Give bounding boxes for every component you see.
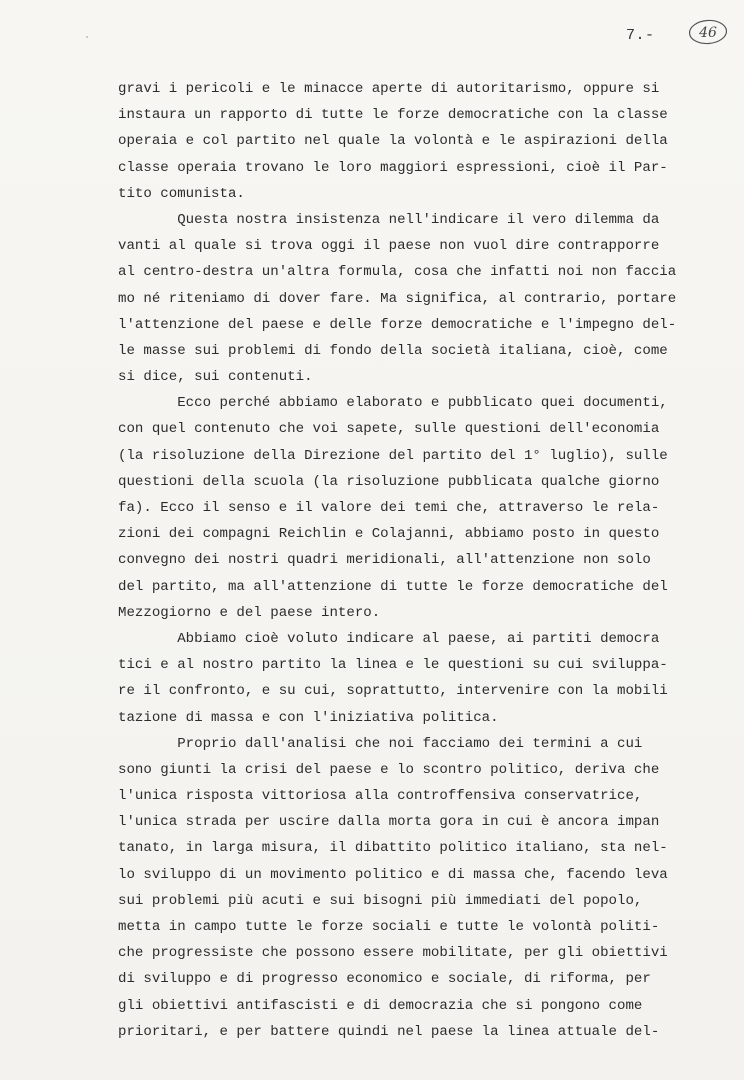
- text-line: le masse sui problemi di fondo della società italiana, cioè, come: [118, 342, 668, 359]
- text-line: re il confronto, e su cui, soprattutto, intervenire con la mobili: [118, 683, 668, 700]
- text-line: Questa nostra insistenza nell'indicare il vero dilemma da: [118, 211, 660, 228]
- text-line: sui problemi più acuti e sui bisogni più immediati del popolo,: [118, 892, 643, 909]
- text-line: vanti al quale si trova oggi il paese non vuol dire contrapporre: [118, 238, 660, 255]
- text-line: lo sviluppo di un movimento politico e di massa che, facendo leva: [118, 866, 668, 883]
- text-line: tanato, in larga misura, il dibattito politico italiano, sta nel-: [118, 840, 668, 857]
- text-line: al centro-destra un'altra formula, cosa che infatti noi non faccia: [118, 264, 677, 281]
- text-line: Proprio dall'analisi che noi facciamo dei termini a cui: [118, 735, 643, 752]
- text-line: l'unica strada per uscire dalla morta gora in cui è ancora impan: [118, 814, 660, 831]
- text-line: sono giunti la crisi del paese e lo scontro politico, deriva che: [118, 761, 660, 778]
- text-line: Abbiamo cioè voluto indicare al paese, ai partiti democra: [118, 630, 660, 647]
- text-line: operaia e col partito nel quale la volontà e le aspirazioni della: [118, 133, 668, 150]
- text-line: fa). Ecco il senso e il valore dei temi che, attraverso le rela-: [118, 500, 660, 516]
- text-line: (la risoluzione della Direzione del partito del 1° luglio), sulle: [118, 447, 668, 464]
- text-line: instaura un rapporto di tutte le forze democratiche con la classe: [118, 107, 668, 124]
- text-line: Ecco perché abbiamo elaborato e pubblicato quei documenti,: [118, 395, 668, 412]
- text-line: tici e al nostro partito la linea e le questioni su cui sviluppa-: [118, 657, 668, 674]
- handwritten-circle-icon: [687, 18, 729, 46]
- text-line: l'unica risposta vittoriosa alla controffensiva conservatrice,: [118, 788, 643, 805]
- text-line: Mezzogiorno e del paese intero.: [118, 604, 381, 621]
- text-line: che progressiste che possono essere mobilitate, per gli obiettivi: [118, 945, 668, 962]
- text-line: di sviluppo e di progresso economico e sociale, di riforma, per: [118, 971, 651, 988]
- typewritten-text: [118, 76, 698, 1045]
- text-line: con quel contenuto che voi sapete, sulle questioni dell'economia: [118, 421, 660, 438]
- paper-speck: [86, 36, 88, 38]
- text-line: gravi i pericoli e le minacce aperte di autoritarismo, oppure si: [118, 81, 660, 97]
- archive-number: 46: [699, 25, 717, 41]
- text-line: tito comunista.: [118, 185, 245, 202]
- text-line: mo né riteniamo di dover fare. Ma significa, al contrario, portare: [118, 290, 677, 307]
- text-line: convegno dei nostri quadri meridionali, all'attenzione non solo: [118, 552, 651, 569]
- text-line: gli obiettivi antifascisti e di democrazia che si pongono come: [118, 997, 643, 1014]
- text-line: l'attenzione del paese e delle forze democratiche e l'impegno del-: [118, 316, 677, 333]
- text-line: del partito, ma all'attenzione di tutte le forze democratiche del: [118, 578, 668, 595]
- text-line: prioritari, e per battere quindi nel paese la linea attuale del-: [118, 1023, 660, 1040]
- text-line: tazione di massa e con l'iniziativa politica.: [118, 709, 499, 726]
- text-line: metta in campo tutte le forze sociali e tutte le volontà politi-: [118, 919, 660, 935]
- archive-number-stamp: [687, 18, 729, 46]
- page-number: 7.-: [626, 27, 655, 44]
- text-line: classe operaia trovano le loro maggiori espressioni, cioè il Par-: [118, 159, 668, 176]
- text-line: zioni dei compagni Reichlin e Colajanni, abbiamo posto in questo: [118, 526, 660, 543]
- text-line: questioni della scuola (la risoluzione pubblicata qualche giorno: [118, 473, 660, 490]
- text-line: si dice, sui contenuti.: [118, 369, 313, 386]
